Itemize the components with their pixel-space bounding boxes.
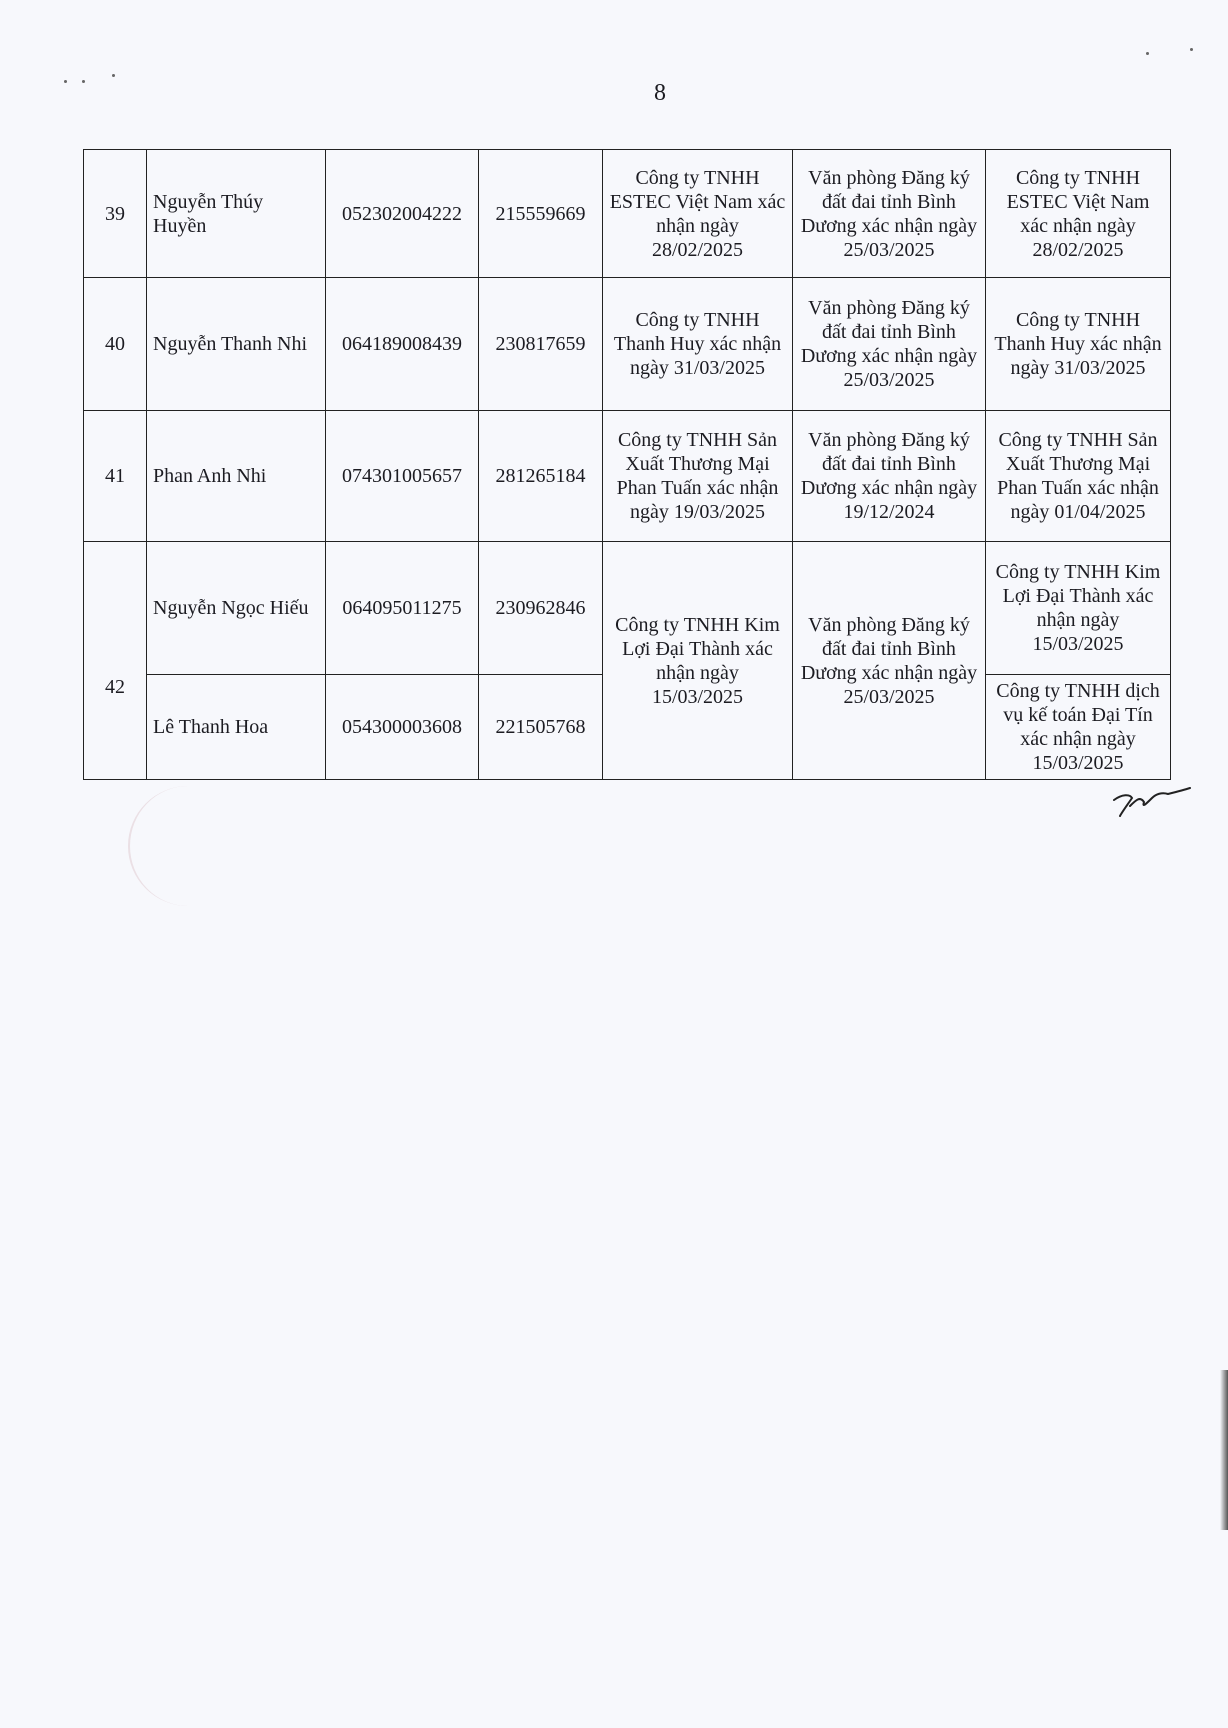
id-number-cell: 074301005657 — [326, 411, 479, 542]
id-number-cell: 064095011275 — [326, 542, 479, 675]
scan-speck — [82, 80, 85, 83]
final-confirmation-cell: Công ty TNHH Thanh Huy xác nhận ngày 31/03/2025 — [986, 278, 1171, 411]
scan-edge-shadow — [1220, 1370, 1228, 1530]
old-id-cell: 221505768 — [479, 675, 603, 780]
name-cell: Phan Anh Nhi — [147, 411, 326, 542]
scan-speck — [1146, 52, 1149, 55]
table-row — [84, 150, 1171, 278]
row-number-cell: 40 — [84, 278, 147, 411]
row-number-cell: 41 — [84, 411, 147, 542]
name-cell: Nguyễn Thúy Huyền — [147, 150, 326, 278]
old-id-cell: 230962846 — [479, 542, 603, 675]
scan-speck — [64, 80, 67, 83]
company-confirmation-cell: Công ty TNHH Thanh Huy xác nhận ngày 31/03/2025 — [603, 278, 793, 411]
row-number-cell: 39 — [84, 150, 147, 278]
scan-speck — [112, 74, 115, 77]
land-office-confirmation-cell: Văn phòng Đăng ký đất đai tỉnh Bình Dương xác nhận ngày 25/03/2025 — [793, 542, 986, 780]
name-cell: Nguyễn Thanh Nhi — [147, 278, 326, 411]
table-row — [84, 278, 1171, 411]
stamp-edge-mark — [128, 786, 190, 906]
scan-speck — [1190, 48, 1193, 51]
company-confirmation-cell: Công ty TNHH Kim Lợi Đại Thành xác nhận ngày 15/03/2025 — [603, 542, 793, 780]
old-id-cell: 230817659 — [479, 278, 603, 411]
old-id-cell: 281265184 — [479, 411, 603, 542]
land-office-confirmation-cell: Văn phòng Đăng ký đất đai tỉnh Bình Dương xác nhận ngày 25/03/2025 — [793, 278, 986, 411]
final-confirmation-cell: Công ty TNHH dịch vụ kế toán Đại Tín xác nhận ngày 15/03/2025 — [986, 675, 1171, 780]
signature-mark — [1112, 786, 1192, 820]
land-office-confirmation-cell: Văn phòng Đăng ký đất đai tỉnh Bình Dương xác nhận ngày 25/03/2025 — [793, 150, 986, 278]
final-confirmation-cell: Công ty TNHH Sản Xuất Thương Mại Phan Tuấn xác nhận ngày 01/04/2025 — [986, 411, 1171, 542]
records-table — [83, 149, 1171, 780]
final-confirmation-cell: Công ty TNHH Kim Lợi Đại Thành xác nhận ngày 15/03/2025 — [986, 542, 1171, 675]
final-confirmation-cell: Công ty TNHH ESTEC Việt Nam xác nhận ngày 28/02/2025 — [986, 150, 1171, 278]
id-number-cell: 064189008439 — [326, 278, 479, 411]
name-cell: Lê Thanh Hoa — [147, 675, 326, 780]
name-cell: Nguyễn Ngọc Hiếu — [147, 542, 326, 675]
table-row — [84, 411, 1171, 542]
company-confirmation-cell: Công ty TNHH ESTEC Việt Nam xác nhận ngày 28/02/2025 — [603, 150, 793, 278]
id-number-cell: 054300003608 — [326, 675, 479, 780]
land-office-confirmation-cell: Văn phòng Đăng ký đất đai tỉnh Bình Dương xác nhận ngày 19/12/2024 — [793, 411, 986, 542]
page-number: 8 — [654, 80, 666, 106]
old-id-cell: 215559669 — [479, 150, 603, 278]
company-confirmation-cell: Công ty TNHH Sản Xuất Thương Mại Phan Tuấn xác nhận ngày 19/03/2025 — [603, 411, 793, 542]
id-number-cell: 052302004222 — [326, 150, 479, 278]
row-number-cell: 42 — [84, 542, 147, 780]
table-row — [84, 542, 1171, 675]
